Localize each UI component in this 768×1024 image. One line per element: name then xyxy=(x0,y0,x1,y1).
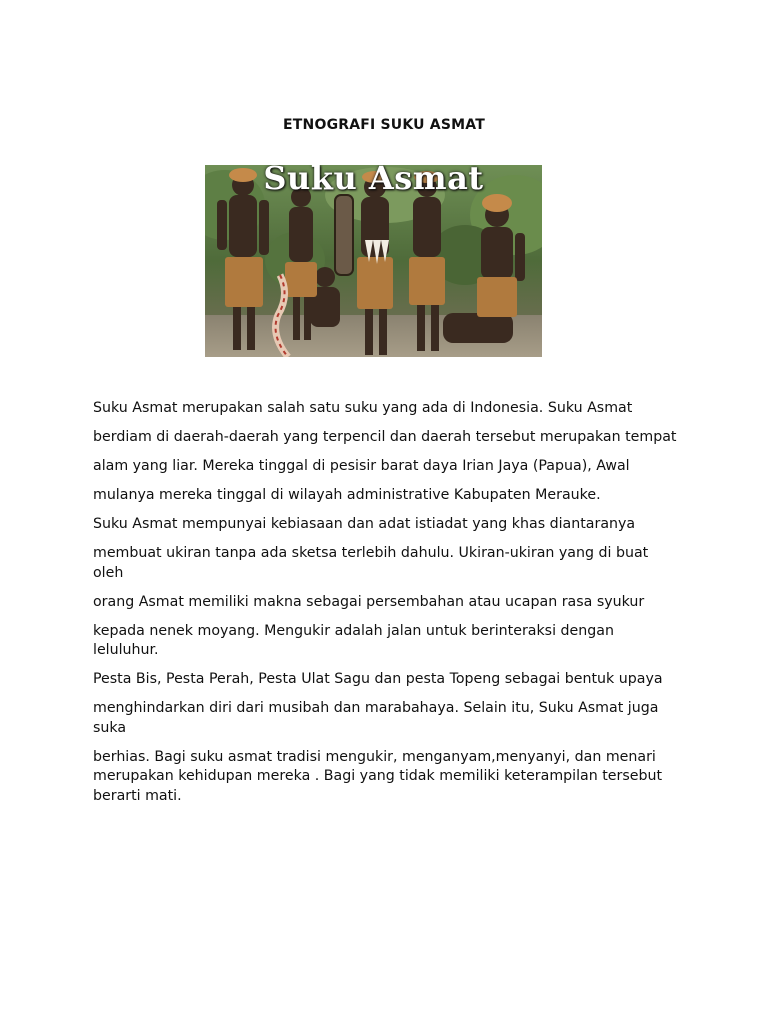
paragraph: menghindarkan diri dari musibah dan marabahaya. Selain itu, Suku Asmat juga suka xyxy=(93,700,659,736)
paragraph: orang Asmat memiliki makna sebagai persembahan atau ucapan rasa syukur xyxy=(93,593,645,610)
paragraph: kepada nenek moyang. Mengukir adalah jalan untuk berinteraksi dengan leluluhur. xyxy=(93,622,614,658)
paragraph: Pesta Bis, Pesta Perah, Pesta Ulat Sagu dan pesta Topeng sebagai bentuk upaya xyxy=(93,671,663,687)
paragraph: Suku Asmat merupakan salah satu suku yang ada di Indonesia. Suku Asmat xyxy=(93,400,633,416)
paragraph: Suku Asmat mempunyai kebiasaan dan adat istiadat yang khas diantaranya xyxy=(93,516,636,532)
suku-asmat-photo xyxy=(205,165,542,357)
body-text xyxy=(93,399,683,816)
paragraph: berdiam di daerah-daerah yang terpencil dan daerah tersebut merupakan tempat xyxy=(93,429,677,445)
document-title: ETNOGRAFI SUKU ASMAT xyxy=(283,117,485,133)
paragraph: mulanya mereka tinggal di wilayah administrative Kabupaten Merauke. xyxy=(93,487,601,503)
photo-caption: Suku Asmat xyxy=(263,165,484,197)
paragraph: berhias. Bagi suku asmat tradisi mengukir, menganyam,menyanyi, dan menari merupakan kehidupan mereka . Bagi yang tidak memiliki keterampilan tersebut berarti mati. xyxy=(93,748,663,804)
paragraph: alam yang liar. Mereka tinggal di pesisir barat daya Irian Jaya (Papua), Awal xyxy=(93,458,630,474)
paragraph: membuat ukiran tanpa ada sketsa terlebih dahulu. Ukiran-ukiran yang di buat oleh xyxy=(93,545,649,581)
